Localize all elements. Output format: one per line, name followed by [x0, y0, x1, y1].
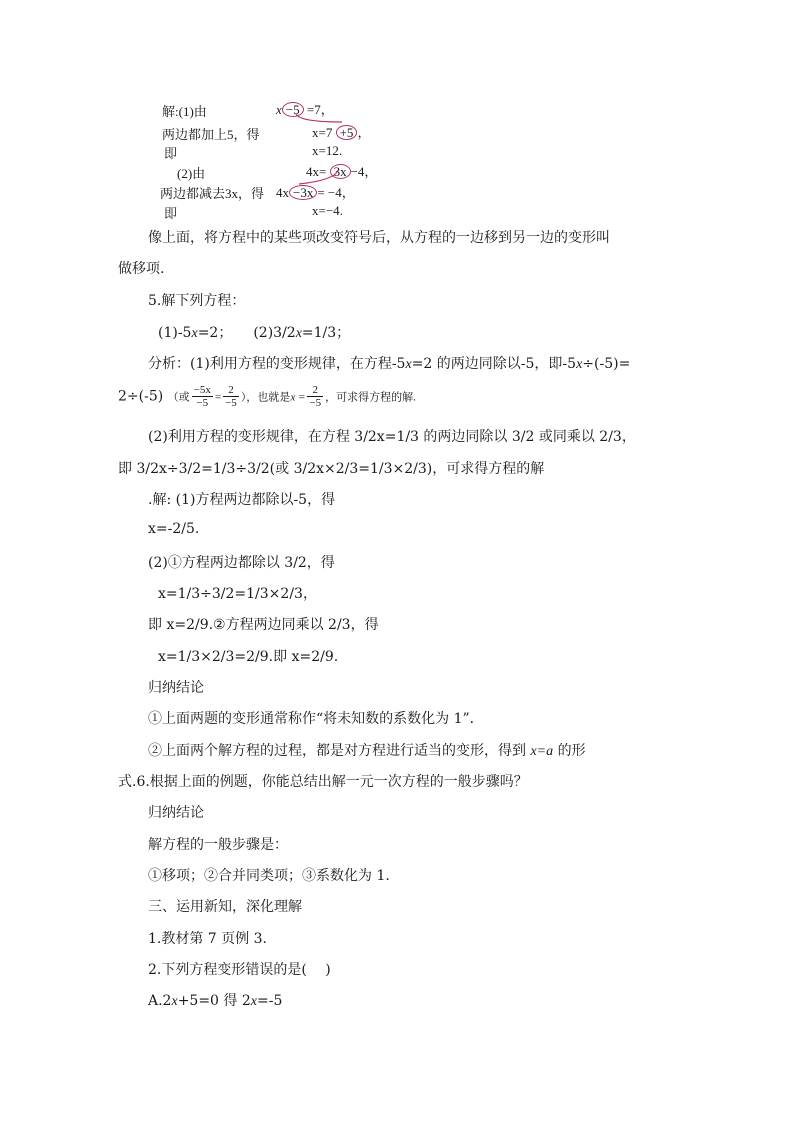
- fig-row6-eq: x=−4.: [312, 203, 343, 218]
- paragraph-line: (2)①方程两边都除以 3/2，得: [148, 555, 335, 571]
- paragraph-line: x=1/3÷3/2=1/3×2/3，: [158, 586, 317, 602]
- paragraph-line: 解方程的一般步骤是：: [148, 837, 288, 853]
- fig-row4-label: (2)由: [177, 166, 206, 181]
- section-heading: 三、运用新知，深化理解: [148, 899, 302, 915]
- paragraph-line: 1.教材第 7 页例 3.: [148, 931, 267, 947]
- paragraph-line: 式.6.根据上面的例题，你能总结出解一元一次方程的一般步骤吗？: [118, 774, 528, 790]
- paragraph-line: ①移项；②合并同类项；③系数化为 1.: [148, 868, 390, 884]
- paragraph-line: 2.下列方程变形错误的是( ): [148, 962, 331, 978]
- paragraph-line: ②上面两个解方程的过程，都是对方程进行适当的变形，得到 x=a 的形: [148, 743, 586, 759]
- fraction: $\frac{-5x}{-5}$: [193, 384, 211, 409]
- fig-row1-eq: x −5 =7，: [276, 102, 334, 117]
- fig-row5-label: 两边都减去3x，得: [160, 186, 265, 201]
- circled-term: 3x: [330, 164, 351, 179]
- paragraph-line: 分析：(1)利用方程的变形规律，在方程-5x=2 的两边同除以-5，即-5x÷(-5)=: [148, 356, 631, 372]
- fig-row6-label: 即: [164, 206, 178, 221]
- paragraph-line: x=1/3×2/3=2/9.即 x=2/9.: [158, 649, 339, 665]
- fraction: $\frac{2}{-5}$: [309, 384, 322, 409]
- fig-row2-eq: x=7 +5 ，: [312, 125, 371, 140]
- fig-row1-label: 解:(1)由: [162, 104, 207, 119]
- fig-row3-label: 即: [164, 146, 178, 161]
- paragraph-line-with-fractions: 2÷(-5) （或 $\frac{-5x}{-5}$ = $\frac{2}{-5}$ ），也就是x = $\frac{2}{-5}$ ，可求得方程的解.: [118, 384, 416, 409]
- circled-term: −3x: [289, 185, 317, 200]
- fig-row5-eq: 4x −3x = −4，: [276, 185, 355, 200]
- section-heading: 归纳结论: [148, 680, 204, 696]
- fig-row2-label: 两边都加上5，得: [162, 127, 260, 142]
- paragraph-line: (1)-5x=2； (2)3/2x=1/3；: [158, 325, 351, 341]
- fraction: $\frac{2}{-5}$: [225, 384, 237, 409]
- paragraph-line: 像上面，将方程中的某些项改变符号后，从方程的一边移到另一边的变形叫: [148, 230, 610, 246]
- paragraph-line: A.2x+5=0 得 2x=-5: [148, 993, 283, 1009]
- circled-term: −5: [282, 102, 304, 117]
- section-heading: 归纳结论: [148, 805, 204, 821]
- paragraph-line: .解: (1)方程两边都除以-5，得: [148, 492, 336, 508]
- paragraph-line: (2)利用方程的变形规律，在方程 3/2x=1/3 的两边同除以 3/2 或同乘以 2/3，: [148, 429, 636, 445]
- paragraph-line: 即 x=2/9.②方程两边同乘以 2/3，得: [148, 617, 379, 633]
- paragraph-line: 即 3/2x÷3/2=1/3÷3/2(或 3/2x×2/3=1/3×2/3)，可求得方程的解: [118, 461, 545, 477]
- paragraph-line: 做移项.: [118, 261, 165, 277]
- paragraph-line: x=-2/5.: [148, 521, 200, 537]
- paragraph-line: 5.解下列方程：: [148, 293, 246, 309]
- fig-row4-eq: 4x= 3x −4，: [306, 164, 378, 179]
- transfer-arrows: [0, 0, 794, 260]
- paragraph-line: ①上面两题的变形通常称作“将未知数的系数化为 1”．: [148, 711, 484, 727]
- circled-term: +5: [336, 125, 358, 140]
- fig-row3-eq: x=12.: [312, 143, 343, 158]
